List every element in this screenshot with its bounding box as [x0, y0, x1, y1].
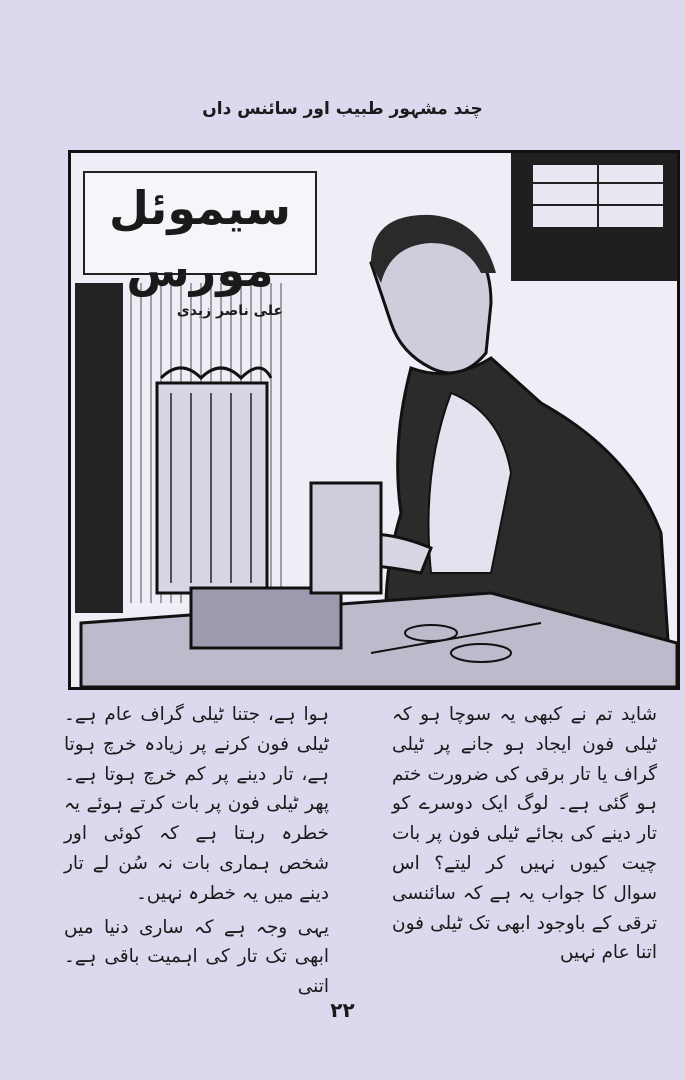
paragraph: شاید تم نے کبھی یہ سوچا ہو کہ ٹیلی فون ایجاد ہو جانے پر ٹیلی گراف یا تار برقی کی ضرورت ختم ہو گئی ہے۔ لوگ ایک دوسرے کو تار دینے کی بجائے ٹیلی فون پر بات چیت کیوں نہیں کر لیتے؟ اس سوال کا جواب یہ ہے کہ سائنسی ترقی کے باوجود ابھی تک ٹیلی فون اتنا عام نہیں: [392, 704, 657, 964]
article-author: علی ناصر زیدی: [176, 303, 284, 319]
running-header: چند مشہور طبیب اور سائنس داں: [202, 99, 483, 119]
article-title: سیموئل مورس: [108, 181, 292, 297]
morse-illustration: [68, 150, 680, 690]
title-box: [83, 171, 317, 319]
page-number: ۲۲: [330, 998, 355, 1022]
paragraph: یہی وجہ ہے کہ ساری دنیا میں ابھی تک تار کی اہمیت باقی ہے۔ اتنی: [64, 916, 329, 998]
text-column-left: [64, 700, 329, 1002]
text-column-right: [392, 700, 657, 968]
paragraph: ہوا ہے، جتنا ٹیلی گراف عام ہے۔ ٹیلی فون کرنے پر زیادہ خرچ ہوتا ہے، تار دینے پر کم خرچ ہوتا ہے۔ پھر ٹیلی فون پر بات کرتے ہوئے یہ خطرہ رہتا ہے کہ کوئی اور شخص ہماری بات نہ سُن لے تار دینے میں یہ خطرہ نہیں۔: [64, 704, 329, 904]
